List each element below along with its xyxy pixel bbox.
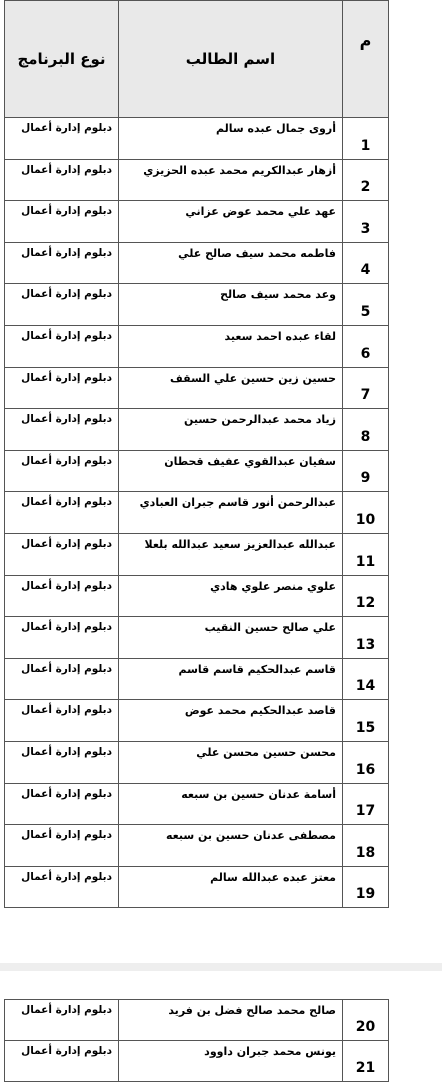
- program-type: دبلوم إدارة أعمال: [5, 1000, 119, 1041]
- table-row: [5, 617, 389, 659]
- student-name: لقاء عبده احمد سعيد: [119, 325, 343, 367]
- page-break: [0, 963, 442, 971]
- table-row: [5, 492, 389, 534]
- student-name: مصطفى عدنان حسين بن سبعه: [119, 825, 343, 867]
- table-row: [5, 575, 389, 617]
- row-number: 13: [343, 617, 389, 659]
- table-row: [5, 284, 389, 326]
- table-row: [5, 783, 389, 825]
- program-type: دبلوم إدارة أعمال: [5, 866, 119, 908]
- student-name: أروى جمال عبده سالم: [119, 118, 343, 160]
- row-number: 1: [343, 118, 389, 160]
- students-table-continued-body: [5, 1000, 389, 1082]
- row-number: 18: [343, 825, 389, 867]
- student-name: قاسم عبدالحكيم قاسم قاسم: [119, 658, 343, 700]
- program-type: دبلوم إدارة أعمال: [5, 492, 119, 534]
- student-name: علوي منصر علوي هادي: [119, 575, 343, 617]
- student-name: يونس محمد جبران داوود: [119, 1041, 343, 1082]
- row-number: 6: [343, 325, 389, 367]
- row-number: 4: [343, 242, 389, 284]
- table-row: [5, 159, 389, 201]
- table-row: [5, 1000, 389, 1041]
- header-program-type: نوع البرنامج: [5, 1, 119, 118]
- student-name: معتز عبده عبدالله سالم: [119, 866, 343, 908]
- students-table-continued: [4, 999, 389, 1082]
- program-type: دبلوم إدارة أعمال: [5, 118, 119, 160]
- student-name: أسامة عدنان حسين بن سبعه: [119, 783, 343, 825]
- program-type: دبلوم إدارة أعمال: [5, 700, 119, 742]
- student-name: صالح محمد صالح فضل بن فريد: [119, 1000, 343, 1041]
- table-row: [5, 325, 389, 367]
- header-number: م: [343, 1, 389, 118]
- table-row: [5, 1041, 389, 1082]
- row-number: 8: [343, 409, 389, 451]
- student-name: عبدالله عبدالعزيز سعيد عبدالله بلعلا: [119, 533, 343, 575]
- row-number: 12: [343, 575, 389, 617]
- program-type: دبلوم إدارة أعمال: [5, 159, 119, 201]
- row-number: 10: [343, 492, 389, 534]
- program-type: دبلوم إدارة أعمال: [5, 575, 119, 617]
- student-name: قاصد عبدالحكيم محمد عوض: [119, 700, 343, 742]
- table-header-row: [5, 1, 389, 118]
- student-name: وعد محمد سيف صالح: [119, 284, 343, 326]
- row-number: 9: [343, 450, 389, 492]
- row-number: 19: [343, 866, 389, 908]
- program-type: دبلوم إدارة أعمال: [5, 783, 119, 825]
- row-number: 14: [343, 658, 389, 700]
- row-number: 5: [343, 284, 389, 326]
- student-name: حسين زين حسين علي السقف: [119, 367, 343, 409]
- row-number: 7: [343, 367, 389, 409]
- row-number: 3: [343, 201, 389, 243]
- student-name: أزهار عبدالكريم محمد عبده الحزيزي: [119, 159, 343, 201]
- program-type: دبلوم إدارة أعمال: [5, 325, 119, 367]
- table-row: [5, 242, 389, 284]
- row-number: 17: [343, 783, 389, 825]
- student-name: عبدالرحمن أنور قاسم جبران العبادي: [119, 492, 343, 534]
- student-name: زياد محمد عبدالرحمن حسين: [119, 409, 343, 451]
- program-type: دبلوم إدارة أعمال: [5, 1041, 119, 1082]
- table-row: [5, 367, 389, 409]
- row-number: 11: [343, 533, 389, 575]
- row-number: 20: [343, 1000, 389, 1041]
- program-type: دبلوم إدارة أعمال: [5, 409, 119, 451]
- table-row: [5, 409, 389, 451]
- table-row: [5, 866, 389, 908]
- students-table-body: [5, 118, 389, 908]
- table-row: [5, 741, 389, 783]
- table-row: [5, 118, 389, 160]
- program-type: دبلوم إدارة أعمال: [5, 242, 119, 284]
- table-row: [5, 825, 389, 867]
- program-type: دبلوم إدارة أعمال: [5, 367, 119, 409]
- table-row: [5, 533, 389, 575]
- student-name: عهد علي محمد عوض عزاني: [119, 201, 343, 243]
- students-table: [4, 0, 389, 908]
- program-type: دبلوم إدارة أعمال: [5, 825, 119, 867]
- program-type: دبلوم إدارة أعمال: [5, 450, 119, 492]
- row-number: 21: [343, 1041, 389, 1082]
- student-name: فاطمه محمد سيف صالح علي: [119, 242, 343, 284]
- header-student-name: اسم الطالب: [119, 1, 343, 118]
- table-row: [5, 450, 389, 492]
- row-number: 16: [343, 741, 389, 783]
- row-number: 15: [343, 700, 389, 742]
- program-type: دبلوم إدارة أعمال: [5, 284, 119, 326]
- program-type: دبلوم إدارة أعمال: [5, 533, 119, 575]
- program-type: دبلوم إدارة أعمال: [5, 658, 119, 700]
- table-row: [5, 700, 389, 742]
- student-name: محسن حسين محسن علي: [119, 741, 343, 783]
- program-type: دبلوم إدارة أعمال: [5, 741, 119, 783]
- row-number: 2: [343, 159, 389, 201]
- program-type: دبلوم إدارة أعمال: [5, 617, 119, 659]
- program-type: دبلوم إدارة أعمال: [5, 201, 119, 243]
- table-row: [5, 201, 389, 243]
- table-row: [5, 658, 389, 700]
- student-name: علي صالح حسين النقيب: [119, 617, 343, 659]
- student-name: سفيان عبدالقوي عفيف قحطان: [119, 450, 343, 492]
